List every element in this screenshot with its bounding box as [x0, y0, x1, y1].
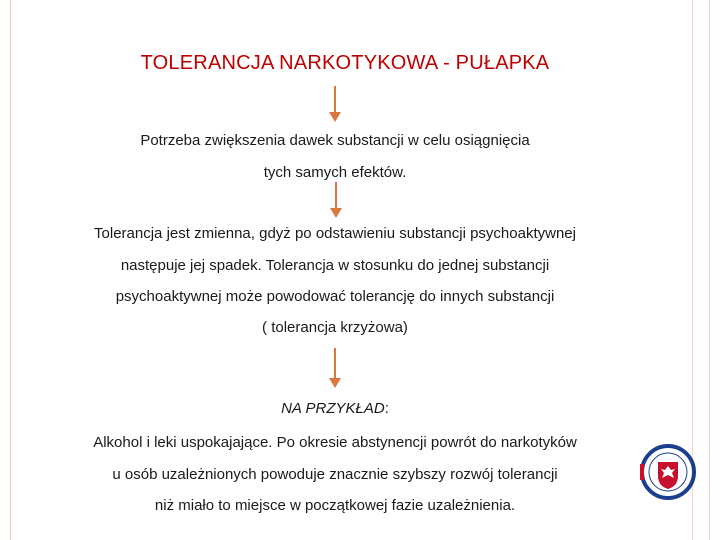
definition-line-2: tych samych efektów.: [263, 164, 407, 181]
arrow-down-1: [325, 86, 345, 124]
definition-line-1: Potrzeba zwiększenia dawek substancji w celu osiągnięcia: [140, 132, 530, 149]
variability-line-3: psychoaktywnej może powodować tolerancję do innych substancji: [115, 288, 555, 305]
police-emblem-icon: [640, 444, 696, 500]
example-colon: :: [384, 400, 389, 417]
example-heading: [0, 400, 670, 417]
example-label: NA PRZYKŁAD: [281, 400, 385, 417]
variability-line-4: ( tolerancja krzyżowa): [262, 319, 408, 336]
arrow-down-2: [326, 182, 346, 220]
diagram-title: TOLERANCJA NARKOTYKOWA - PUŁAPKA: [140, 52, 550, 74]
arrow-down-3: [325, 348, 345, 390]
example-line-2: u osób uzależnionych powoduje znacznie szybszy rozwój tolerancji: [112, 466, 558, 483]
variability-line-2: następuje jej spadek. Tolerancja w stosunku do jednej substancji: [120, 257, 550, 274]
example-line-1: Alkohol i leki uspokajające. Po okresie abstynencji powrót do narkotyków: [93, 434, 577, 451]
example-line-3: niż miało to miejsce w początkowej fazie uzależnienia.: [154, 497, 516, 514]
variability-line-1: Tolerancja jest zmienna, gdyż po odstawieniu substancji psychoaktywnej: [94, 225, 576, 242]
